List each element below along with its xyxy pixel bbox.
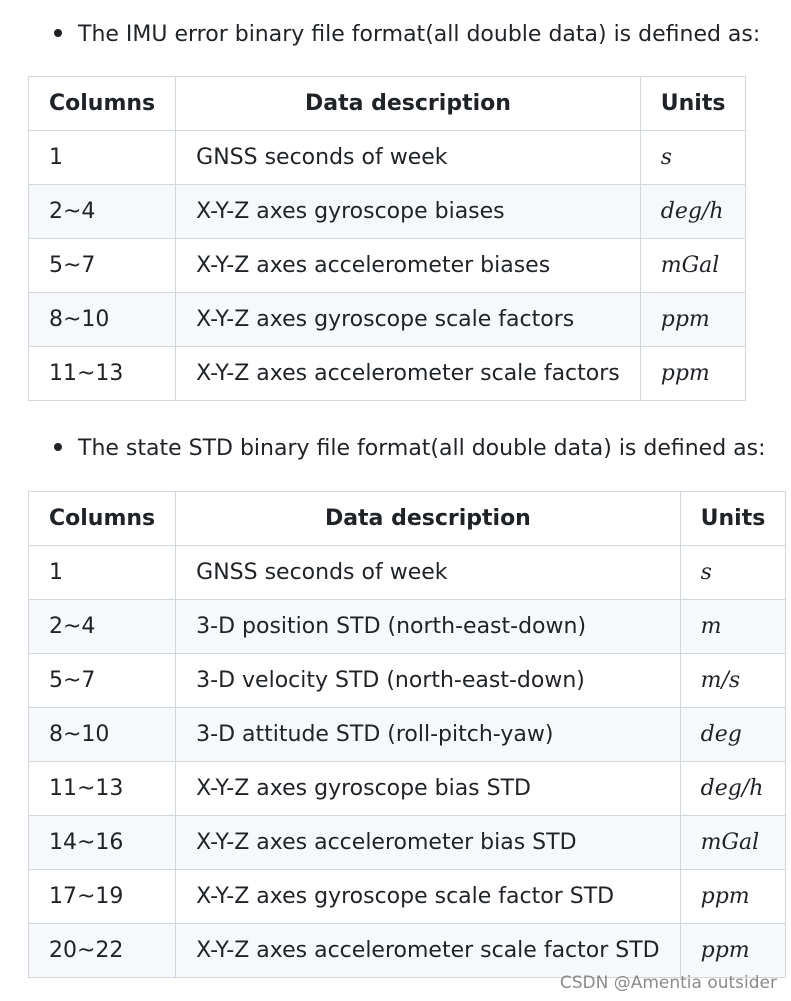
- units-cell: deg/h: [640, 185, 746, 239]
- description-cell: X-Y-Z axes accelerometer scale factors: [176, 347, 641, 401]
- description-cell: X-Y-Z axes gyroscope biases: [176, 185, 641, 239]
- description-cell: 3-D attitude STD (roll-pitch-yaw): [176, 708, 680, 762]
- bullet-dot: [54, 443, 62, 451]
- columns-cell: 1: [29, 546, 176, 600]
- state-std-format-table: [28, 491, 786, 978]
- columns-header: Columns: [29, 492, 176, 546]
- description-cell: GNSS seconds of week: [176, 546, 680, 600]
- units-cell: s: [680, 546, 786, 600]
- units-cell: ppm: [680, 870, 786, 924]
- columns-cell: 11~13: [29, 762, 176, 816]
- units-header: Units: [680, 492, 786, 546]
- columns-cell: 5~7: [29, 239, 176, 293]
- table-row: [29, 131, 746, 185]
- description-cell: X-Y-Z axes gyroscope bias STD: [176, 762, 680, 816]
- bullet-dot: [54, 29, 62, 37]
- columns-header: Columns: [29, 77, 176, 131]
- columns-cell: 8~10: [29, 708, 176, 762]
- imu-error-format-intro: The IMU error binary file format(all double data) is defined as:: [78, 22, 761, 47]
- table-header-row: [29, 77, 746, 131]
- table-row: [29, 924, 786, 978]
- columns-cell: 8~10: [29, 293, 176, 347]
- description-header: Data description: [176, 77, 641, 131]
- units-cell: s: [640, 131, 746, 185]
- units-cell: mGal: [680, 816, 786, 870]
- table-row: [29, 654, 786, 708]
- table-row: [29, 347, 746, 401]
- units-cell: mGal: [640, 239, 746, 293]
- description-cell: X-Y-Z axes accelerometer bias STD: [176, 816, 680, 870]
- state-std-format-bullet: [48, 434, 766, 464]
- table-row: [29, 239, 746, 293]
- columns-cell: 14~16: [29, 816, 176, 870]
- description-cell: GNSS seconds of week: [176, 131, 641, 185]
- description-cell: X-Y-Z axes accelerometer scale factor STD: [176, 924, 680, 978]
- table-header-row: [29, 492, 786, 546]
- units-cell: m: [680, 600, 786, 654]
- description-cell: 3-D velocity STD (north-east-down): [176, 654, 680, 708]
- units-cell: deg/h: [680, 762, 786, 816]
- columns-cell: 17~19: [29, 870, 176, 924]
- columns-cell: 20~22: [29, 924, 176, 978]
- columns-cell: 1: [29, 131, 176, 185]
- table-row: [29, 870, 786, 924]
- imu-error-format-bullet: [48, 20, 760, 50]
- table-row: [29, 816, 786, 870]
- table-row: [29, 762, 786, 816]
- table-row: [29, 546, 786, 600]
- description-header: Data description: [176, 492, 680, 546]
- table-row: [29, 185, 746, 239]
- description-cell: 3-D position STD (north-east-down): [176, 600, 680, 654]
- units-header: Units: [640, 77, 746, 131]
- columns-cell: 11~13: [29, 347, 176, 401]
- state-std-format-intro: The state STD binary file format(all double data) is defined as:: [78, 436, 766, 461]
- units-cell: ppm: [640, 347, 746, 401]
- table-row: [29, 708, 786, 762]
- units-cell: deg: [680, 708, 786, 762]
- imu-error-format-table: [28, 76, 746, 401]
- description-cell: X-Y-Z axes gyroscope scale factors: [176, 293, 641, 347]
- description-cell: X-Y-Z axes accelerometer biases: [176, 239, 641, 293]
- units-cell: m/s: [680, 654, 786, 708]
- columns-cell: 2~4: [29, 185, 176, 239]
- units-cell: ppm: [640, 293, 746, 347]
- units-cell: ppm: [680, 924, 786, 978]
- description-cell: X-Y-Z axes gyroscope scale factor STD: [176, 870, 680, 924]
- csdn-watermark: CSDN @Amentia outsider: [559, 973, 777, 993]
- columns-cell: 5~7: [29, 654, 176, 708]
- table-row: [29, 293, 746, 347]
- table-row: [29, 600, 786, 654]
- columns-cell: 2~4: [29, 600, 176, 654]
